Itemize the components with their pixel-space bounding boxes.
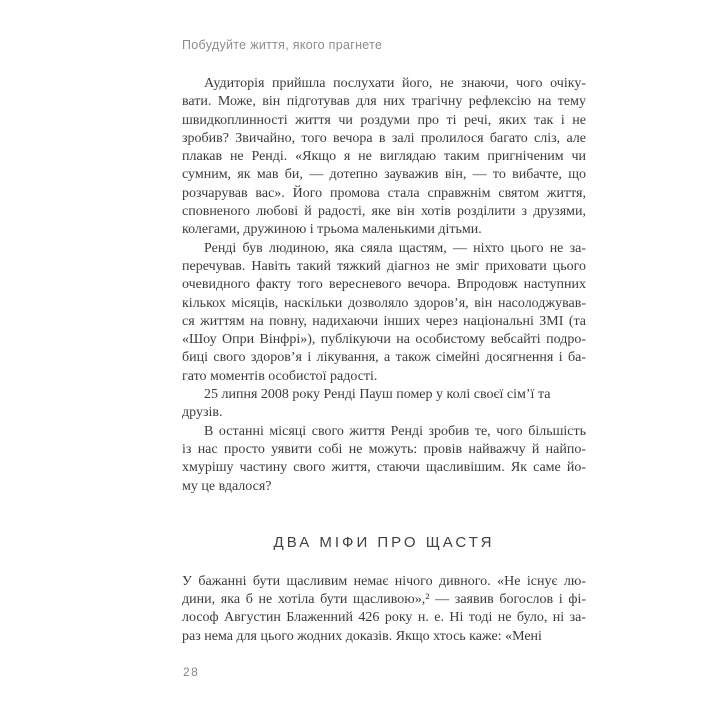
paragraph bbox=[182, 573, 586, 646]
text-line: перечував. Навіть такий тяжкий діагноз не зміг приховати цього bbox=[182, 258, 586, 274]
text-column bbox=[182, 75, 586, 646]
text-line: раз нема для цього жодних доказів. Якщо хтось каже: «Мені bbox=[182, 628, 542, 644]
text-line: очевидного факту того вересневого вечора. Впродовж наступних bbox=[182, 277, 586, 293]
text-line: му це вдалося? bbox=[182, 478, 272, 494]
paragraph bbox=[182, 240, 586, 386]
text-line: швидкоплинності життя чи роздуми про ті речі, яких так і не bbox=[182, 112, 586, 128]
paragraph bbox=[182, 386, 586, 423]
text-line: плакав не Ренді. «Якщо я не виглядаю таким пригніченим чи bbox=[182, 149, 586, 165]
paragraph bbox=[182, 423, 586, 496]
text-line: кількох місяців, наскільки дозволяло здоров’я, він насолоджував- bbox=[182, 295, 586, 311]
text-line: друзів. bbox=[182, 405, 223, 421]
text-line: Аудиторія прийшла послухати його, не знаючи, чого очіку- bbox=[204, 76, 586, 91]
text-line: зробив? Звичайно, того вечора в залі пролилося багато сліз, але bbox=[182, 130, 586, 146]
section-heading: ДВА МІФИ ПРО ЩАСТЯ bbox=[273, 533, 495, 551]
paragraph bbox=[182, 75, 586, 240]
running-header: Побудуйте життя, якого прагнете bbox=[182, 38, 383, 52]
text-line: гато моментів особистої радості. bbox=[182, 368, 378, 384]
text-line: ся життям на повну, надихаючи інших через національні ЗМІ (та bbox=[182, 313, 586, 329]
text-line: 25 липня 2008 року Ренді Пауш помер у колі своєї сім’ї та bbox=[204, 387, 551, 403]
text-line: «Шоу Опри Вінфрі»), публікуючи на особистому вебсайті подро- bbox=[182, 332, 586, 348]
text-line: дини, яка б не хотіла бути щасливою»,² — заявив богослов і фі- bbox=[182, 592, 586, 608]
text-line: сповненого любові й радості, яке він хотів розділити з друзями, bbox=[182, 204, 586, 220]
text-line: лософ Августин Блаженний 426 року н. е. Ні тоді не було, ні за- bbox=[182, 610, 586, 626]
text-line: розчарував вас». Його промова стала справжнім святом життя, bbox=[182, 185, 586, 201]
text-line: биці свого здоров’я і лікування, а також сімейні досягнення і ба- bbox=[182, 350, 586, 366]
text-line: із нас просто уявити собі не можуть: провів найважчу й найпо- bbox=[182, 441, 586, 457]
text-line: колегами, дружиною і трьома маленькими дітьми. bbox=[182, 222, 482, 238]
text-line: У бажанні бути щасливим немає нічого дивного. «Не існує лю- bbox=[182, 573, 586, 589]
text-line: В останні місяці свого життя Ренді зробив те, чого більшість bbox=[204, 423, 586, 439]
text-line: Ренді був людиною, яка сяяла щастям, — ніхто цього не за- bbox=[204, 240, 586, 256]
body-text-top bbox=[182, 75, 586, 496]
page-number: 28 bbox=[183, 665, 200, 679]
body-text-bottom bbox=[182, 573, 586, 646]
text-line: хмурішу частину свого життя, стаючи щасливішим. Як саме йо- bbox=[182, 460, 586, 476]
text-line: сумним, як мав би, — дотепно зауважив він, — то вибачте, що bbox=[182, 167, 586, 183]
text-line: вати. Може, він підготував для них трагічну рефлексію на тему bbox=[182, 94, 586, 110]
